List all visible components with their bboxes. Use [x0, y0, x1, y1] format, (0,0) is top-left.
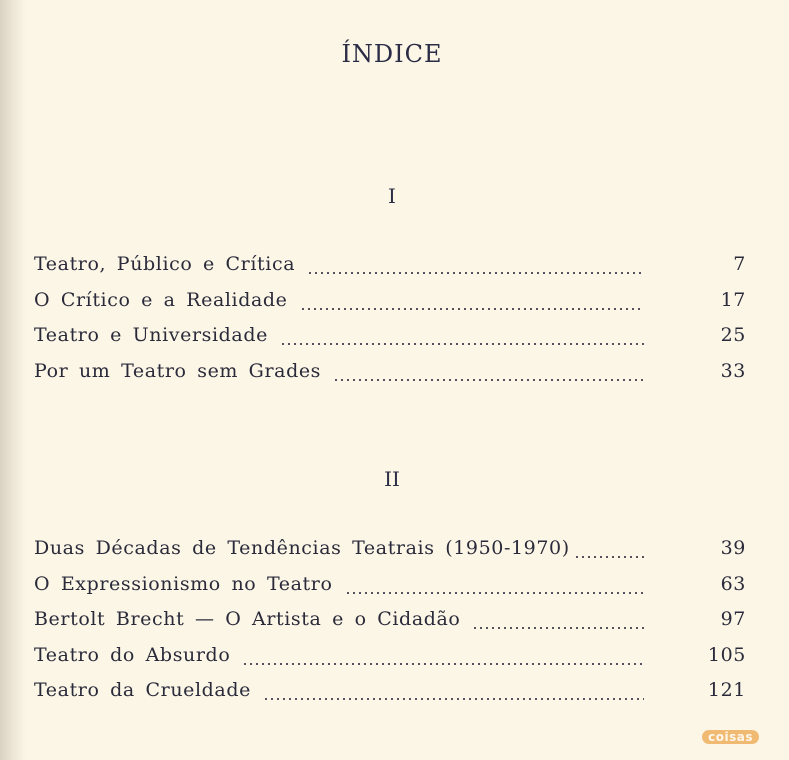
toc-entry-title: O Crítico e a Realidade — [34, 289, 288, 311]
toc-entry — [34, 253, 746, 283]
dot-leader — [345, 591, 644, 595]
toc-entry-title: Por um Teatro sem Grades — [34, 360, 322, 382]
toc-entry-title: Teatro, Público e Crítica — [34, 253, 296, 275]
dot-leader — [263, 697, 644, 701]
watermark-logo: coisas — [702, 730, 759, 744]
toc-entry-page: 121 — [707, 679, 746, 701]
dot-leader — [574, 555, 644, 559]
toc-entry-title: Teatro da Crueldade — [34, 679, 251, 701]
toc-entry — [34, 289, 746, 319]
toc-entry — [34, 360, 746, 390]
toc-entry-title: Duas Décadas de Tendências Teatrais (1950-1970) — [34, 537, 570, 559]
toc-entry — [34, 608, 746, 638]
page-title: ÍNDICE — [341, 40, 443, 68]
toc-entry-title: Bertolt Brecht — O Artista e o Cidadão — [34, 608, 461, 630]
dot-leader — [472, 626, 644, 630]
dot-leader — [307, 271, 644, 275]
toc-entry-page: 63 — [720, 573, 746, 595]
dot-leader — [280, 342, 644, 346]
toc-entry — [34, 644, 746, 674]
toc-entry — [34, 324, 746, 354]
toc-entry — [34, 573, 746, 603]
section-label-i: I — [388, 184, 396, 208]
toc-entry — [34, 537, 746, 567]
toc-entry-page: 39 — [720, 537, 746, 559]
toc-entry-title: O Expressionismo no Teatro — [34, 573, 333, 595]
toc-entry-page: 33 — [720, 360, 746, 382]
dot-leader — [333, 378, 644, 382]
toc-entry — [34, 679, 746, 709]
page-gutter-shadow — [0, 0, 26, 760]
toc-entry-page: 7 — [733, 253, 746, 275]
toc-entry-page: 97 — [720, 608, 746, 630]
toc-entry-title: Teatro do Absurdo — [34, 644, 231, 666]
dot-leader — [300, 307, 644, 311]
dot-leader — [242, 662, 644, 666]
toc-entry-page: 105 — [707, 644, 746, 666]
section-label-ii: II — [384, 467, 400, 491]
toc-entry-page: 17 — [720, 289, 746, 311]
toc-entry-title: Teatro e Universidade — [34, 324, 268, 346]
toc-entry-page: 25 — [720, 324, 746, 346]
